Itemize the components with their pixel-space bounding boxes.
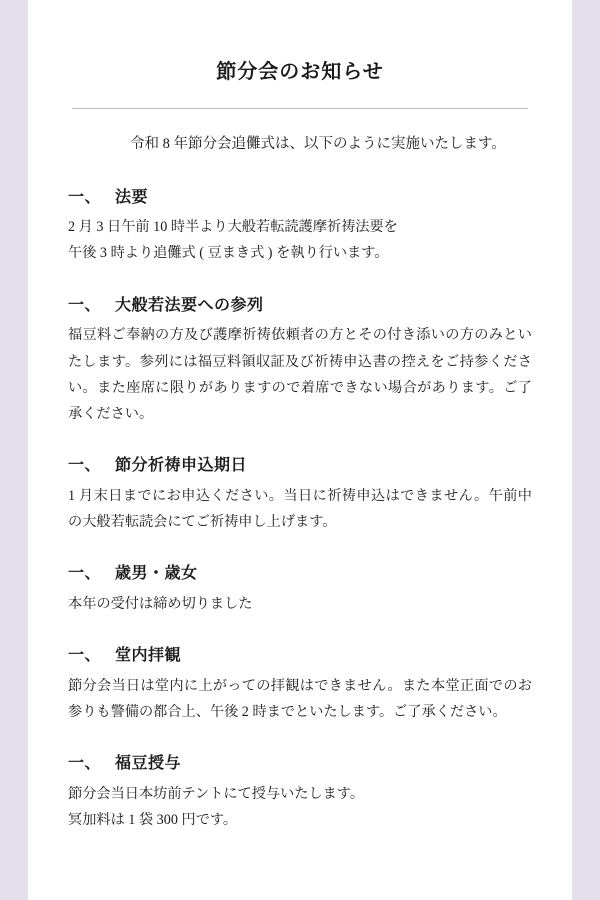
list-marker: 一、	[68, 647, 102, 665]
section-heading	[68, 561, 532, 587]
section-body: 福豆料ご奉納の方及び護摩祈祷依頼者の方とその付き添いの方のみといたします。参列には福豆料領収証及び祈祷申込書の控えをご持参ください。また座席に限りがありますので着席できない場合があります。ご了承ください。	[68, 327, 532, 423]
section-houyou	[68, 185, 532, 267]
title-divider	[72, 108, 528, 109]
list-marker: 一、	[68, 457, 102, 475]
section-body: 本年の受付は締め切りました	[68, 596, 253, 613]
body-line: 冥加料は 1 袋 300 円です。	[68, 812, 238, 829]
list-marker: 一、	[68, 565, 102, 583]
section-heading-label: 大般若法要への参列	[115, 296, 264, 314]
section-sanretsu	[68, 293, 532, 428]
intro-paragraph: 令和 8 年節分会追儺式は、以下のように実施いたします。	[130, 136, 506, 152]
body-line: 午後 3 時より追儺式 ( 豆まき式 ) を執り行います。	[68, 245, 389, 262]
list-marker: 一、	[68, 755, 102, 773]
section-toshiotoko-toshionna	[68, 561, 532, 617]
section-body: 1 月末日までにお申込ください。当日に祈祷申込はできません。午前中の大般若転読会にてご祈祷申し上げます。	[68, 487, 532, 531]
section-heading-label: 福豆授与	[115, 755, 182, 773]
section-heading-label: 堂内拝観	[115, 647, 182, 665]
page-title: 節分会のお知らせ	[216, 61, 384, 83]
section-heading	[68, 293, 532, 319]
section-heading	[68, 751, 532, 777]
list-marker: 一、	[68, 296, 102, 314]
body-line: 2 月 3 日午前 10 時半より大般若転読護摩祈祷法要を	[68, 219, 398, 236]
section-body: 節分会当日は堂内に上がっての拝観はできません。また本堂正面でのお参りも警備の都合上、午後 2 時までといたします。ご了承ください。	[68, 677, 532, 721]
section-dounai-haikan	[68, 643, 532, 725]
body-line: 節分会当日本坊前テントにて授与いたします。	[68, 786, 365, 803]
section-heading	[68, 185, 532, 211]
section-body	[68, 214, 532, 267]
section-fukumame-juyo	[68, 751, 532, 833]
section-heading	[68, 453, 532, 479]
section-heading-label: 節分祈祷申込期日	[115, 457, 248, 475]
section-heading-label: 歳男・歳女	[115, 565, 198, 583]
list-marker: 一、	[68, 188, 102, 206]
section-heading-label: 法要	[115, 188, 149, 206]
section-body	[68, 781, 532, 834]
section-kitou-moushikomi	[68, 453, 532, 535]
section-heading	[68, 643, 532, 669]
document-page	[28, 0, 572, 900]
